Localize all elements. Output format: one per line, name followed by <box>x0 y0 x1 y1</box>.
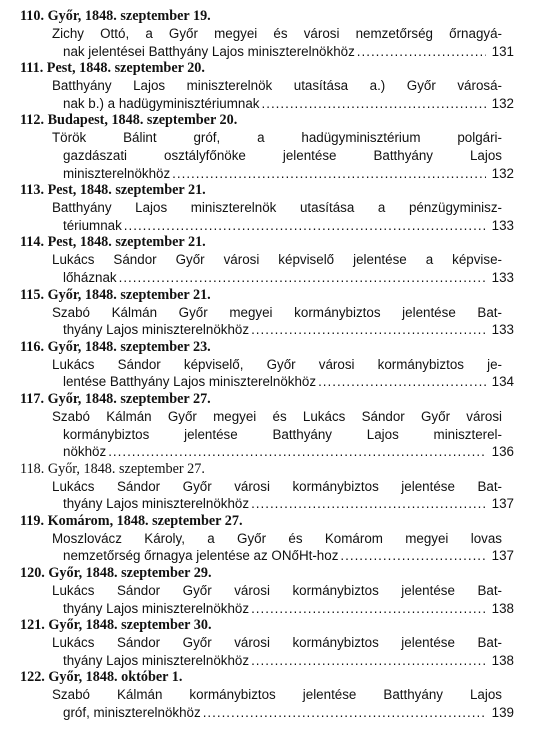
entry-text-line: Batthyány Lajos miniszterelnök utasítása a pénzügyminisz- <box>52 200 502 216</box>
entry-text-line: Zichy Ottó, a Győr megyei és városi nemzetőrség őrnagyá- <box>52 26 502 41</box>
entry-heading: 117. Győr, 1848. szeptember 27. <box>20 390 211 407</box>
toc-entry <box>20 60 514 112</box>
entry-heading: 111. Pest, 1848. szeptember 20. <box>20 60 205 77</box>
toc-entry <box>20 513 514 565</box>
entry-last-line <box>20 95 514 113</box>
toc-entry <box>20 461 514 513</box>
toc-entry <box>20 287 514 339</box>
page-number: 138 <box>491 652 514 668</box>
entry-text-line: Szabó Kálmán kormánybiztos jelentése Batthyány Lajos <box>52 687 502 703</box>
dot-leader <box>203 704 486 722</box>
entry-text-line: thyány Lajos miniszterelnökhöz <box>63 496 250 512</box>
entry-heading: 116. Győr, 1848. szeptember 23. <box>20 338 211 355</box>
page-number: 138 <box>491 600 514 616</box>
dot-leader <box>108 443 486 461</box>
dot-leader <box>357 43 486 61</box>
dot-leader <box>251 652 486 670</box>
entry-text-line: Lukács Sándor Győr városi kormánybiztos jelentése Bat- <box>52 478 502 494</box>
entry-heading: 112. Budapest, 1848. szeptember 20. <box>20 112 238 129</box>
entry-text-line: kormánybiztos jelentése Batthyány Lajos miniszterel- <box>63 426 502 442</box>
page-number: 133 <box>491 269 514 285</box>
table-of-contents <box>20 8 514 722</box>
page-number: 137 <box>491 496 514 512</box>
dot-leader <box>251 600 486 618</box>
entry-heading: 122. Győr, 1848. október 1. <box>20 669 183 686</box>
entry-text-line: gazdászati osztályfőnöke jelentése Batthyány Lajos <box>63 147 502 163</box>
entry-text-line: lentése Batthyány Lajos miniszterelnökhöz <box>63 374 317 390</box>
page-number: 136 <box>491 444 514 460</box>
entry-heading: 113. Pest, 1848. szeptember 21. <box>20 182 206 199</box>
entry-last-line <box>20 495 514 513</box>
toc-entry <box>20 565 514 617</box>
entry-text-line: tériumnak <box>63 217 122 233</box>
entry-text-line: Török Bálint gróf, a hadügyminisztérium polgári- <box>52 130 502 146</box>
entry-text-line: Szabó Kálmán Győr megyei és Lukács Sándor Győr városi <box>52 408 502 424</box>
entry-heading: 121. Győr, 1848. szeptember 30. <box>20 617 212 634</box>
toc-entry <box>20 8 514 60</box>
dot-leader <box>119 269 486 287</box>
entry-text-line: Lukács Sándor Győr városi képviselő jelentése a képvise- <box>52 252 502 268</box>
toc-entry <box>20 182 514 234</box>
entry-heading: 119. Komárom, 1848. szeptember 27. <box>20 512 243 529</box>
entry-text-line: miniszterelnökhöz <box>63 165 171 181</box>
toc-entry <box>20 617 514 669</box>
toc-entry <box>20 112 514 182</box>
entry-last-line <box>20 321 514 339</box>
page-number: 137 <box>491 548 514 564</box>
entry-heading: 114. Pest, 1848. szeptember 21. <box>20 234 206 251</box>
toc-entry <box>20 669 514 721</box>
entry-text-line: Szabó Kálmán Győr megyei kormánybiztos jelentése Bat- <box>52 304 502 320</box>
entry-last-line <box>20 165 514 183</box>
entry-heading: 120. Győr, 1848. szeptember 29. <box>20 565 212 582</box>
page-number: 139 <box>491 705 514 721</box>
entry-text-line: gróf, miniszterelnökhöz <box>63 705 201 721</box>
dot-leader <box>251 321 486 339</box>
dot-leader <box>172 165 486 183</box>
entry-heading: 118. Győr, 1848. szeptember 27. <box>20 460 205 477</box>
entry-text-line: nak jelentései Batthyány Lajos miniszterelnökhöz <box>63 43 355 59</box>
entry-text-line: nak b.) a hadügyminisztériumnak <box>63 95 260 111</box>
page-number: 133 <box>491 322 514 338</box>
entry-heading: 110. Győr, 1848. szeptember 19. <box>20 8 211 24</box>
dot-leader <box>340 547 486 565</box>
entry-text-line: Batthyány Lajos miniszterelnök utasítása a.) Győr városá- <box>52 78 502 94</box>
entry-text-line: thyány Lajos miniszterelnökhöz <box>63 600 250 616</box>
entry-last-line <box>20 652 514 670</box>
entry-text-line: nökhöz <box>63 444 107 460</box>
dot-leader <box>124 217 486 235</box>
entry-last-line <box>20 373 514 391</box>
toc-entry <box>20 234 514 286</box>
entry-text-line: Lukács Sándor képviselő, Győr városi kormánybiztos je- <box>52 356 502 372</box>
toc-entry <box>20 339 514 391</box>
toc-entry <box>20 391 514 461</box>
entry-last-line <box>20 443 514 461</box>
page-number: 132 <box>491 165 514 181</box>
entry-last-line <box>20 704 514 722</box>
entry-text-line: Lukács Sándor Győr városi kormánybiztos jelentése Bat- <box>52 583 502 599</box>
entry-text-line: thyány Lajos miniszterelnökhöz <box>63 322 250 338</box>
entry-text-line: lőháznak <box>63 269 117 285</box>
dot-leader <box>262 95 487 113</box>
entry-text-line: Moszlovácz Károly, a Győr és Komárom megyei lovas <box>52 530 502 546</box>
page-number: 131 <box>491 43 514 59</box>
entry-last-line <box>20 547 514 565</box>
entry-last-line <box>20 217 514 235</box>
entry-last-line <box>20 43 514 61</box>
entry-text-line: Lukács Sándor Győr városi kormánybiztos jelentése Bat- <box>52 635 502 651</box>
page-number: 133 <box>491 217 514 233</box>
entry-text-line: thyány Lajos miniszterelnökhöz <box>63 652 250 668</box>
dot-leader <box>251 495 486 513</box>
page-number: 132 <box>491 95 514 111</box>
page-number: 134 <box>491 374 514 390</box>
entry-heading: 115. Győr, 1848. szeptember 21. <box>20 286 211 303</box>
dot-leader <box>318 373 486 391</box>
entry-last-line <box>20 269 514 287</box>
entry-text-line: nemzetőrség őrnagya jelentése az ONőHt-hoz <box>63 548 339 564</box>
entry-last-line <box>20 600 514 618</box>
